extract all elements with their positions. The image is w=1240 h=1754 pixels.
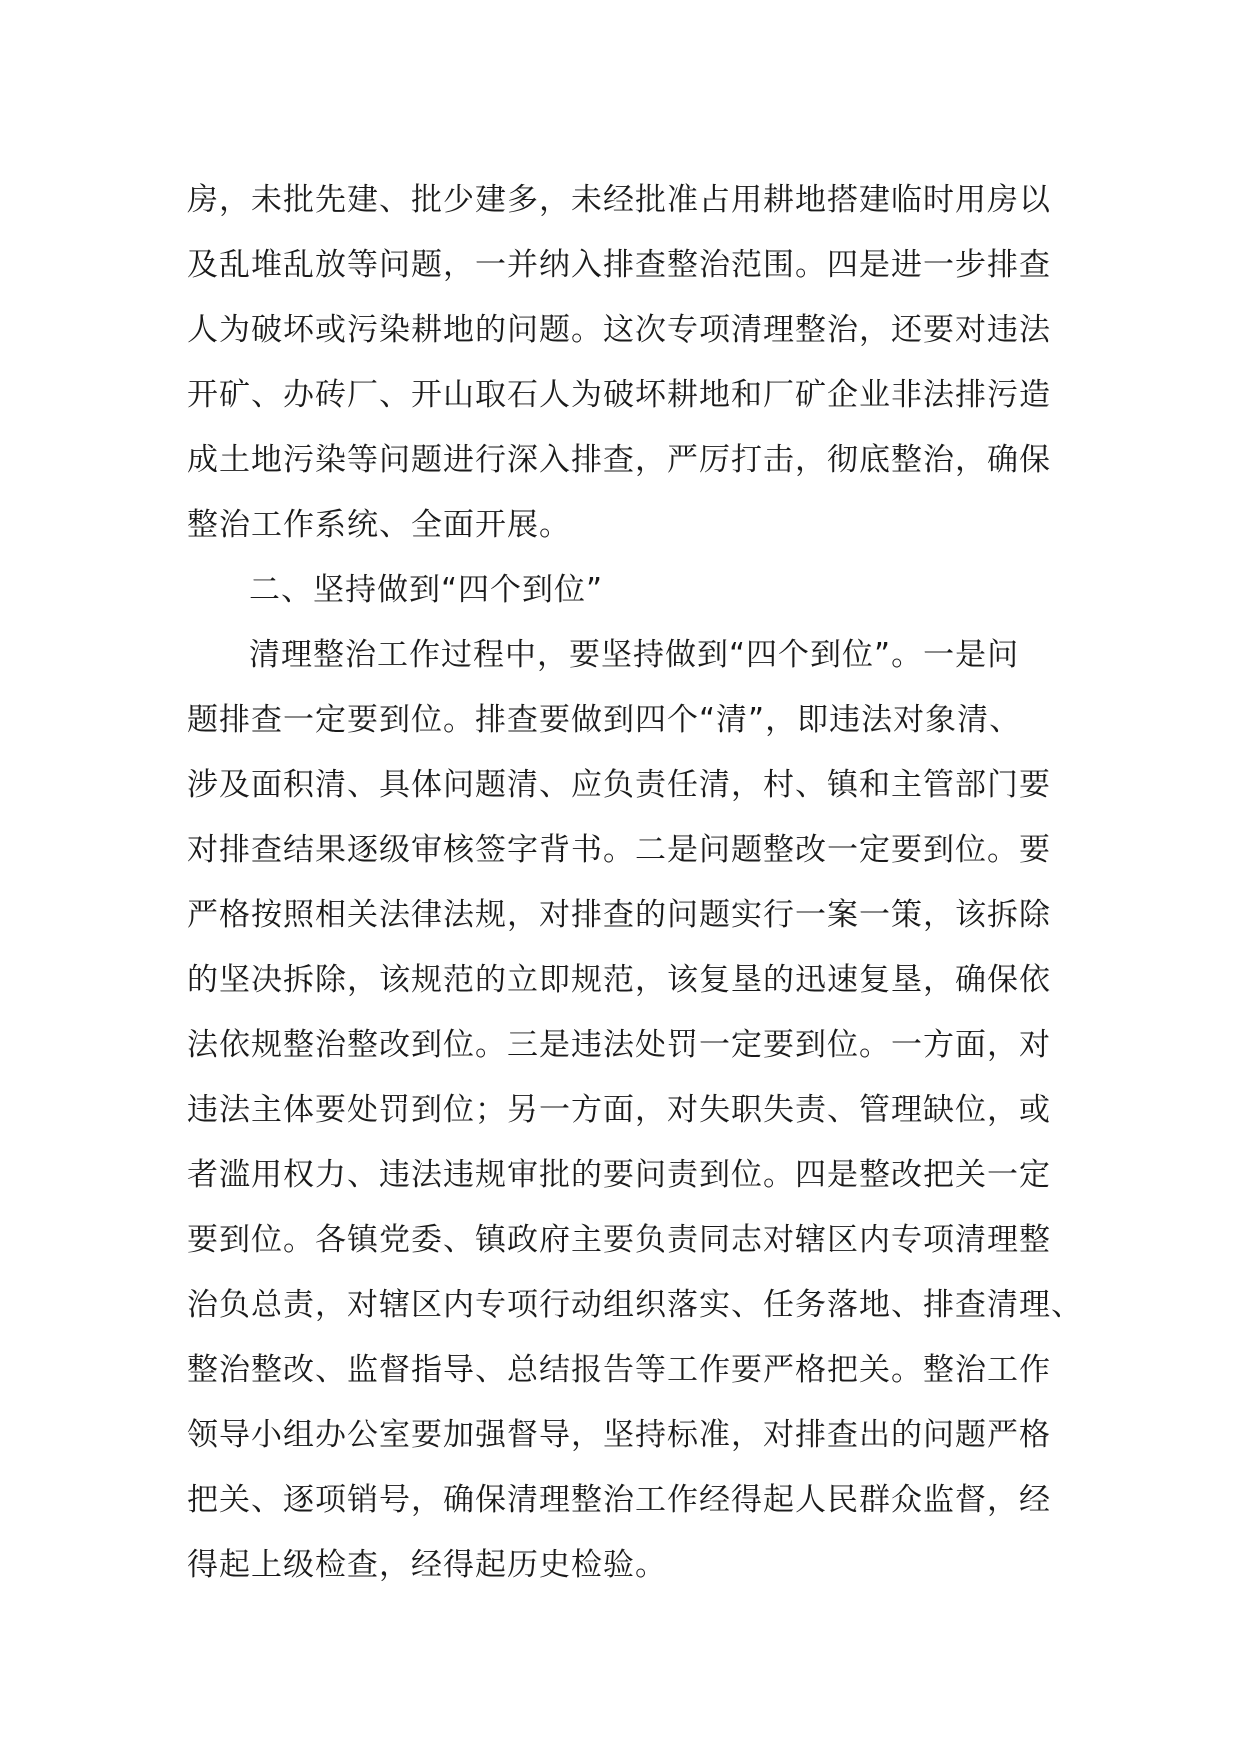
text-line: 把关、逐项销号，确保清理整治工作经得起人民群众监督，经 xyxy=(187,1482,1051,1518)
text-line: 整治工作系统、全面开展。 xyxy=(187,507,571,543)
text-line: 违法主体要处罚到位；另一方面，对失职失责、管理缺位，或 xyxy=(187,1092,1051,1128)
paragraph-first-line: 清理整治工作过程中，要坚持做到“四个到位”。一是问 xyxy=(249,637,1020,673)
text-line: 人为破坏或污染耕地的问题。这次专项清理整治，还要对违法 xyxy=(187,312,1051,348)
text-line: 房，未批先建、批少建多，未经批准占用耕地搭建临时用房以 xyxy=(187,182,1051,218)
text-line: 成土地污染等问题进行深入排查，严厉打击，彻底整治，确保 xyxy=(187,442,1051,478)
section-heading: 二、坚持做到“四个到位” xyxy=(249,572,604,608)
text-line: 者滥用权力、违法违规审批的要问责到位。四是整改把关一定 xyxy=(187,1157,1051,1193)
text-line: 法依规整治整改到位。三是违法处罚一定要到位。一方面，对 xyxy=(187,1027,1051,1063)
text-line: 开矿、办砖厂、开山取石人为破坏耕地和厂矿企业非法排污造 xyxy=(187,377,1051,413)
text-line: 对排查结果逐级审核签字背书。二是问题整改一定要到位。要 xyxy=(187,832,1051,868)
text-line: 涉及面积清、具体问题清、应负责任清，村、镇和主管部门要 xyxy=(187,767,1051,803)
text-line: 严格按照相关法律法规，对排查的问题实行一案一策，该拆除 xyxy=(187,897,1051,933)
text-line: 整治整改、监督指导、总结报告等工作要严格把关。整治工作 xyxy=(187,1352,1051,1388)
text-line: 及乱堆乱放等问题，一并纳入排查整治范围。四是进一步排查 xyxy=(187,247,1051,283)
text-line: 领导小组办公室要加强督导，坚持标准，对排查出的问题严格 xyxy=(187,1417,1051,1453)
text-line: 要到位。各镇党委、镇政府主要负责同志对辖区内专项清理整 xyxy=(187,1222,1051,1258)
text-line: 题排查一定要到位。排查要做到四个“清”，即违法对象清、 xyxy=(187,702,1022,738)
body-text xyxy=(187,168,1083,1598)
text-line: 的坚决拆除，该规范的立即规范，该复垦的迅速复垦，确保依 xyxy=(187,962,1051,998)
text-line: 治负总责，对辖区内专项行动组织落实、任务落地、排查清理、 xyxy=(187,1287,1083,1323)
text-line: 得起上级检查，经得起历史检验。 xyxy=(187,1547,667,1583)
